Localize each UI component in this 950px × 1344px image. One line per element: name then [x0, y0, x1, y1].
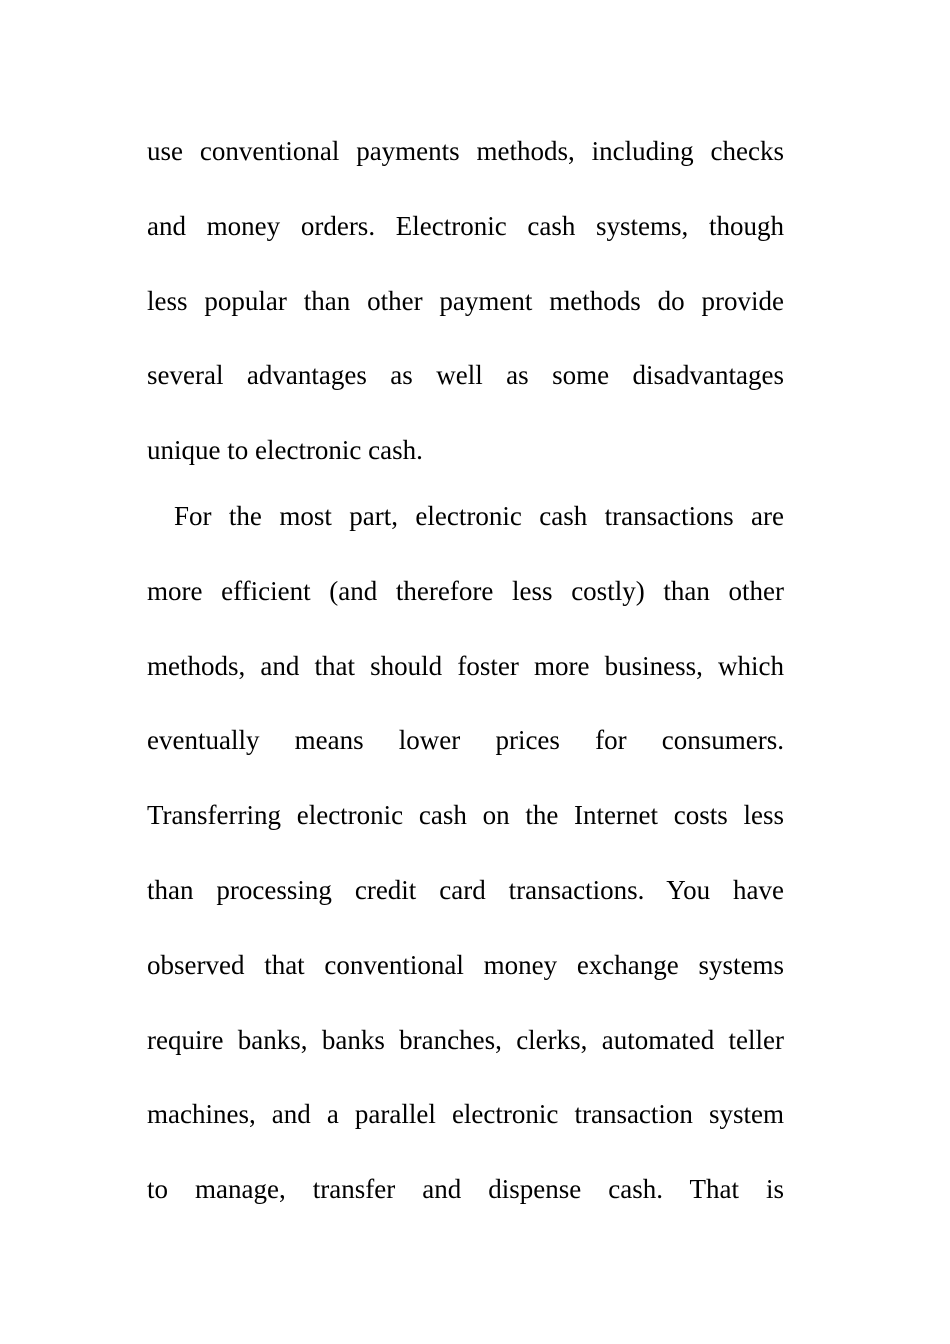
- text-line: unique to electronic cash.: [147, 435, 423, 466]
- text-line: several advantages as well as some disadvantages: [147, 360, 784, 391]
- text-line: require banks, banks branches, clerks, automated teller: [147, 1024, 784, 1055]
- text-line: eventually means lower prices for consumers.: [147, 725, 784, 756]
- paragraph: [147, 114, 784, 488]
- text-line: to manage, transfer and dispense cash. That is: [147, 1174, 784, 1205]
- text-line: methods, and that should foster more business, which: [147, 650, 784, 681]
- text-line: observed that conventional money exchange systems: [147, 949, 784, 980]
- text-line: less popular than other payment methods do provide: [147, 285, 784, 316]
- text-line: more efficient (and therefore less costly) than other: [147, 575, 784, 606]
- body-text: [147, 114, 784, 1227]
- text-line: use conventional payments methods, including checks: [147, 136, 784, 166]
- text-line: than processing credit card transactions. You have: [147, 874, 784, 905]
- text-line: For the most part, electronic cash transactions are: [174, 500, 784, 531]
- text-line: Transferring electronic cash on the Internet costs less: [147, 800, 784, 831]
- paragraph: [147, 479, 784, 1227]
- text-line: machines, and a parallel electronic transaction system: [147, 1099, 784, 1130]
- text-line: and money orders. Electronic cash systems, though: [147, 210, 784, 241]
